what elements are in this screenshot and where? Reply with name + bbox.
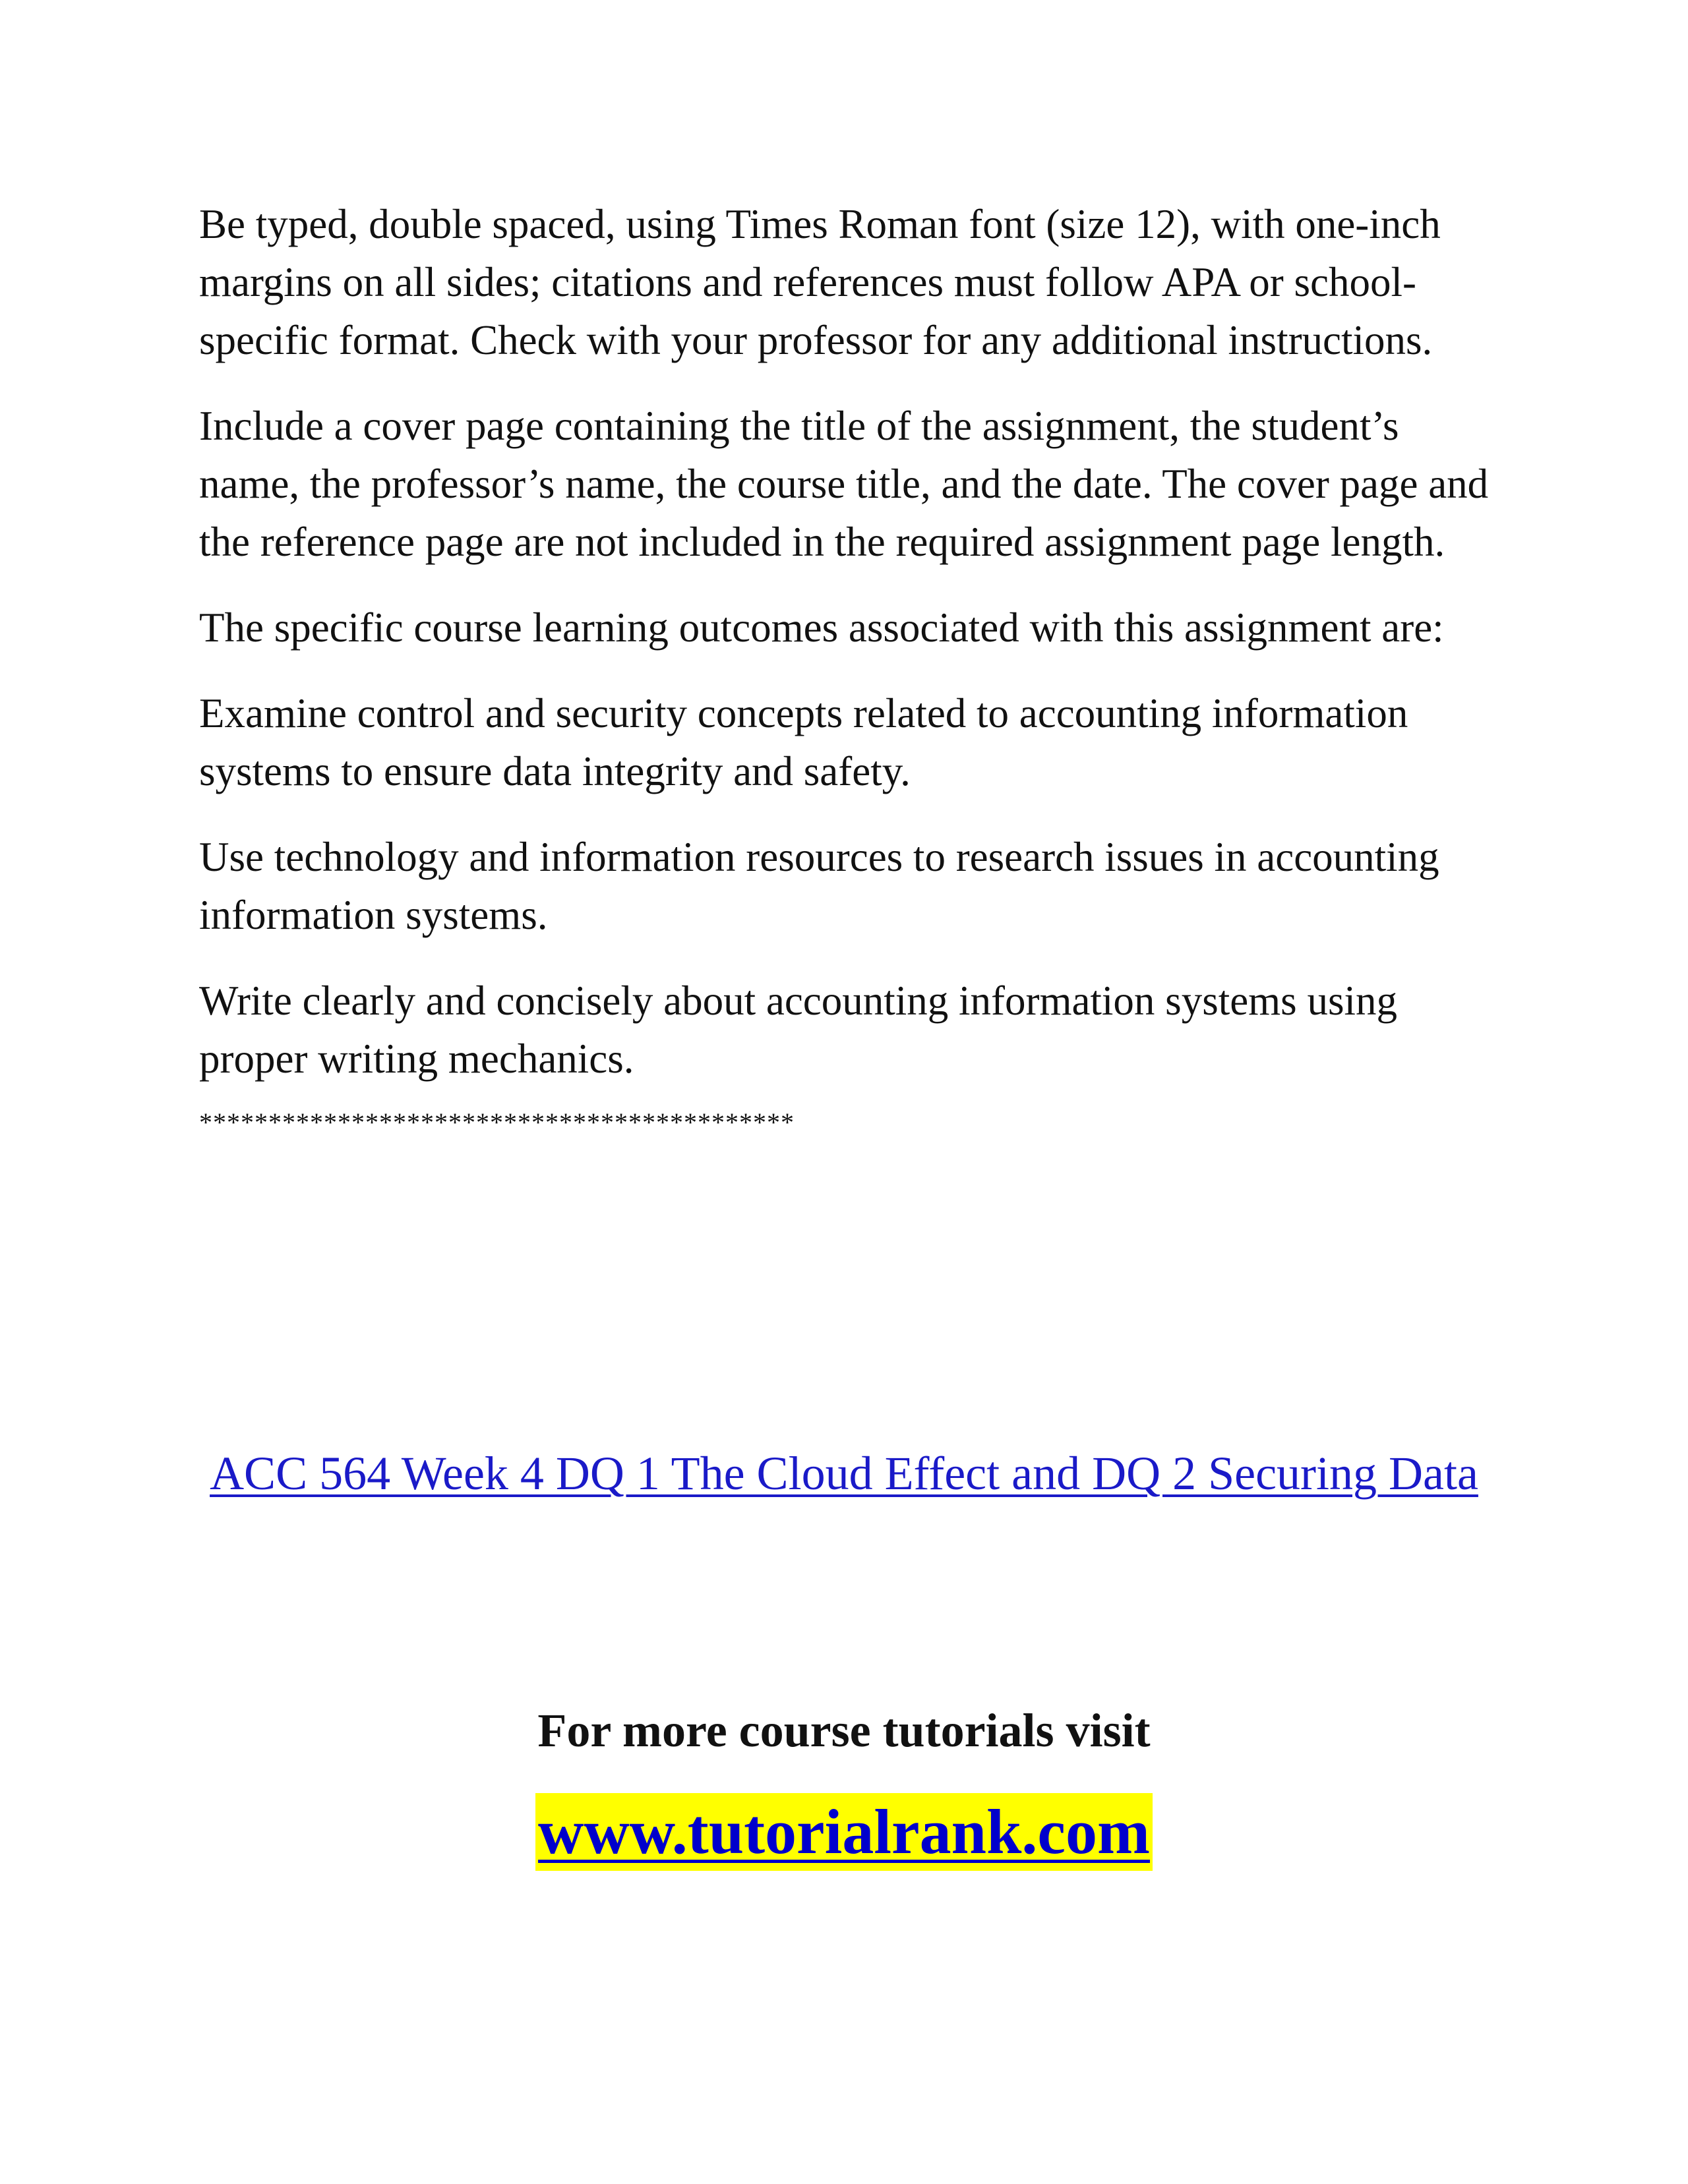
tutorial-link-block bbox=[198, 1440, 1490, 1506]
paragraph-outcome-1: Examine control and security concepts related to accounting information systems to ensure data integrity and safety. bbox=[199, 690, 1408, 794]
website-link[interactable]: www.tutorialrank.com bbox=[535, 1793, 1153, 1871]
paragraph-outcome-3: Write clearly and concisely about accounting information systems using proper writing mechanics. bbox=[199, 978, 1397, 1082]
paragraph-outcome-2: Use technology and information resources to research issues in accounting information systems. bbox=[199, 834, 1439, 938]
visit-heading: For more course tutorials visit bbox=[537, 1704, 1151, 1757]
separator-stars: ******************************************* bbox=[199, 1107, 795, 1137]
paragraph-formatting: Be typed, double spaced, using Times Roman font (size 12), with one-inch margins on all sides; citations and references must follow APA or school-specific format. Check with your professor for any additional instructions. bbox=[199, 201, 1441, 363]
paragraph-cover-page: Include a cover page containing the title of the assignment, the student’s name, the professor’s name, the course title, and the date. The cover page and the reference page are not included in the required assignment page length. bbox=[199, 403, 1489, 565]
assignment-instructions bbox=[199, 195, 1505, 1139]
website-block bbox=[198, 1793, 1490, 1871]
paragraph-outcomes-intro: The specific course learning outcomes associated with this assignment are: bbox=[199, 605, 1444, 651]
tutorial-link[interactable]: ACC 564 Week 4 DQ 1 The Cloud Effect and DQ 2 Securing Data bbox=[210, 1447, 1478, 1500]
